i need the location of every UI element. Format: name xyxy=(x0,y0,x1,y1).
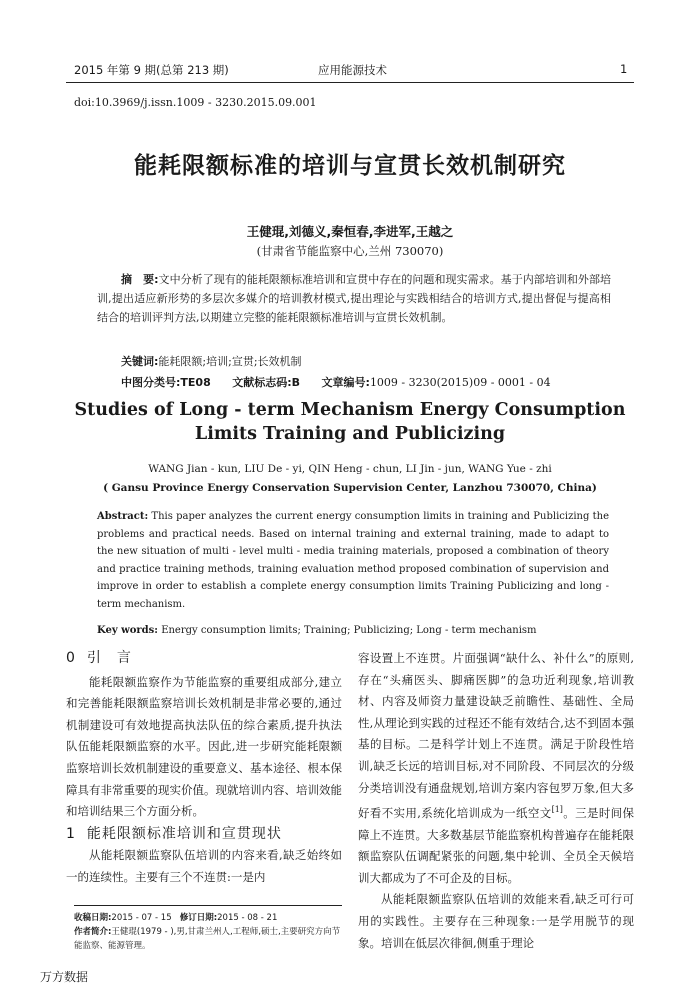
received-date: 2015 - 07 - 15 xyxy=(111,913,172,923)
abstract-en-label: Abstract: xyxy=(97,511,149,522)
right-p1-tail: 。三是时间保障上不连贯。大多数基层节能监察机构普遍存在能耗限额监察队伍调配紧张的问题,集中轮训、全员全天候培训大都成为了不可企及的目标。 xyxy=(358,805,635,885)
abstract-en xyxy=(97,508,609,613)
header-page-number: 1 xyxy=(620,62,628,76)
keywords-cn-label: 关键词: xyxy=(121,355,159,368)
title-cn: 能耗限额标准的培训与宣贯长效机制研究 xyxy=(134,153,566,179)
header-rule xyxy=(66,82,634,83)
header-journal: 应用能源技术 xyxy=(318,63,387,77)
keywords-en-text: Energy consumption limits; Training; Publicizing; Long - term mechanism xyxy=(161,625,537,636)
title-en-line1: Studies of Long - term Mechanism Energy Consumption xyxy=(74,400,626,420)
keywords-cn xyxy=(121,352,635,371)
right-column xyxy=(358,648,634,954)
keywords-en xyxy=(97,622,609,640)
classification-line xyxy=(121,374,587,390)
section-1-text: 从能耗限额监察队伍培训的内容来看,缺乏始终如一的连续性。主要有三个不连贯:一是内 xyxy=(66,848,342,884)
section-0-heading xyxy=(66,648,342,670)
author-bio-text: 王健琨(1979 - ),男,甘肃兰州人,工程师,硕士,主要研究方向节能监察、能源管理。 xyxy=(74,927,341,951)
clc-value: TE08 xyxy=(180,376,211,389)
section-0-number: 0 xyxy=(66,650,76,666)
title-en xyxy=(0,398,700,446)
section-0-title: 引 言 xyxy=(86,650,132,666)
right-column-p2: 从能耗限额监察队伍培训的效能来看,缺乏可行可用的实践性。主要存在三种现象:一是学用脱节的现象。培训在低层次徘徊,侧重于理论 xyxy=(358,892,634,950)
affiliation-cn: (甘肃省节能监察中心,兰州 730070) xyxy=(256,244,444,258)
left-column xyxy=(66,648,342,889)
right-p1-text: 容设置上不连贯。片面强调“缺什么、补什么”的原则,存在“头痛医头、脚痛医脚”的急功近利现象,培训教材、内容及师资力量建设缺乏前瞻性、基础性、全局性,从理论到实践的过程还不能有效结合,达不到固本强基的目标。二是科学计划上不连贯。满足于阶段性培训,缺乏长远的培训目标,对不同阶段、不同层次的分级分类培训没有通盘规划,培训方案内容包罗万象,但大多好看不实用,系统化培训成为一纸空文 xyxy=(358,651,634,820)
section-0-text: 能耗限额监察作为节能监察的重要组成部分,建立和完善能耗限额监察培训长效机制是非常必要的,通过机制建设可有效地提高执法队伍的综合素质,提升执法队伍能耗限额监察的水平。因此,进一步研究能耗限额监察培训长效机制建设的重要意义、基本途径、根本保障具有非常重要的现实价值。现就培训内容、培训效能和培训结果三个方面分析。 xyxy=(66,674,342,819)
article-number-label: 文章编号: xyxy=(321,376,370,389)
authors-cn: 王健琨,刘德义,秦恒春,李进军,王越之 xyxy=(246,224,454,239)
keywords-en-label: Key words: xyxy=(97,625,158,636)
footnote-rule xyxy=(74,905,342,906)
header-issue: 2015 年第 9 期(总第 213 期) xyxy=(74,63,229,77)
affiliation-en: ( Gansu Province Energy Conservation Supervision Center, Lanzhou 730070, China) xyxy=(103,482,597,494)
footnote xyxy=(74,911,344,953)
section-1-number: 1 xyxy=(66,825,76,842)
doi: doi:10.3969/j.issn.1009 - 3230.2015.09.001 xyxy=(74,96,317,109)
revised-date: 2015 - 08 - 21 xyxy=(217,913,278,923)
revised-label: 修订日期: xyxy=(179,913,218,923)
footer-watermark: 万方数据 xyxy=(40,970,89,984)
abstract-cn-label: 摘 要: xyxy=(121,273,159,286)
abstract-en-text: This paper analyzes the current energy consumption limits in training and Publicizing the problems and practical needs. Based on internal training and external training, made to adapt to the new situation of multi - level multi - media training materials, proposed a combination of theory and practice training methods, training evaluation method proposed combination of supervision and improve in order to establish a complete energy consumption limits Training Publicizing and long - term mechanism. xyxy=(97,511,609,610)
right-column-p1 xyxy=(358,648,634,889)
abstract-cn xyxy=(97,270,611,327)
section-1-heading xyxy=(66,824,342,846)
authors-en: WANG Jian - kun, LIU De - yi, QIN Heng - chun, LI Jin - jun, WANG Yue - zhi xyxy=(148,463,552,475)
received-label: 收稿日期: xyxy=(74,913,112,923)
citation-ref: [1] xyxy=(551,805,563,815)
author-bio-label: 作者简介: xyxy=(74,927,112,937)
clc-label: 中图分类号: xyxy=(121,376,181,389)
footnote-dates xyxy=(74,911,344,925)
doc-code-label: 文献标志码: xyxy=(232,376,292,389)
abstract-cn-text: 文中分析了现有的能耗限额标准培训和宣贯中存在的问题和现实需求。基于内部培训和外部培训,提出适应新形势的多层次多媒介的培训教材模式,提出理论与实践相结合的培训方式,提出督促与提高相结合的培训评判方法,以期建立完整的能耗限额标准培训与宣贯长效机制。 xyxy=(97,273,611,324)
section-1-title: 能耗限额标准培训和宣贯现状 xyxy=(86,825,282,842)
keywords-cn-text: 能耗限额;培训;宣贯;长效机制 xyxy=(158,355,302,368)
footnote-author xyxy=(74,925,344,953)
title-en-line2: Limits Training and Publicizing xyxy=(194,424,506,444)
doc-code-value: B xyxy=(291,376,301,389)
article-number-value: 1009 - 3230(2015)09 - 0001 - 04 xyxy=(369,376,551,389)
